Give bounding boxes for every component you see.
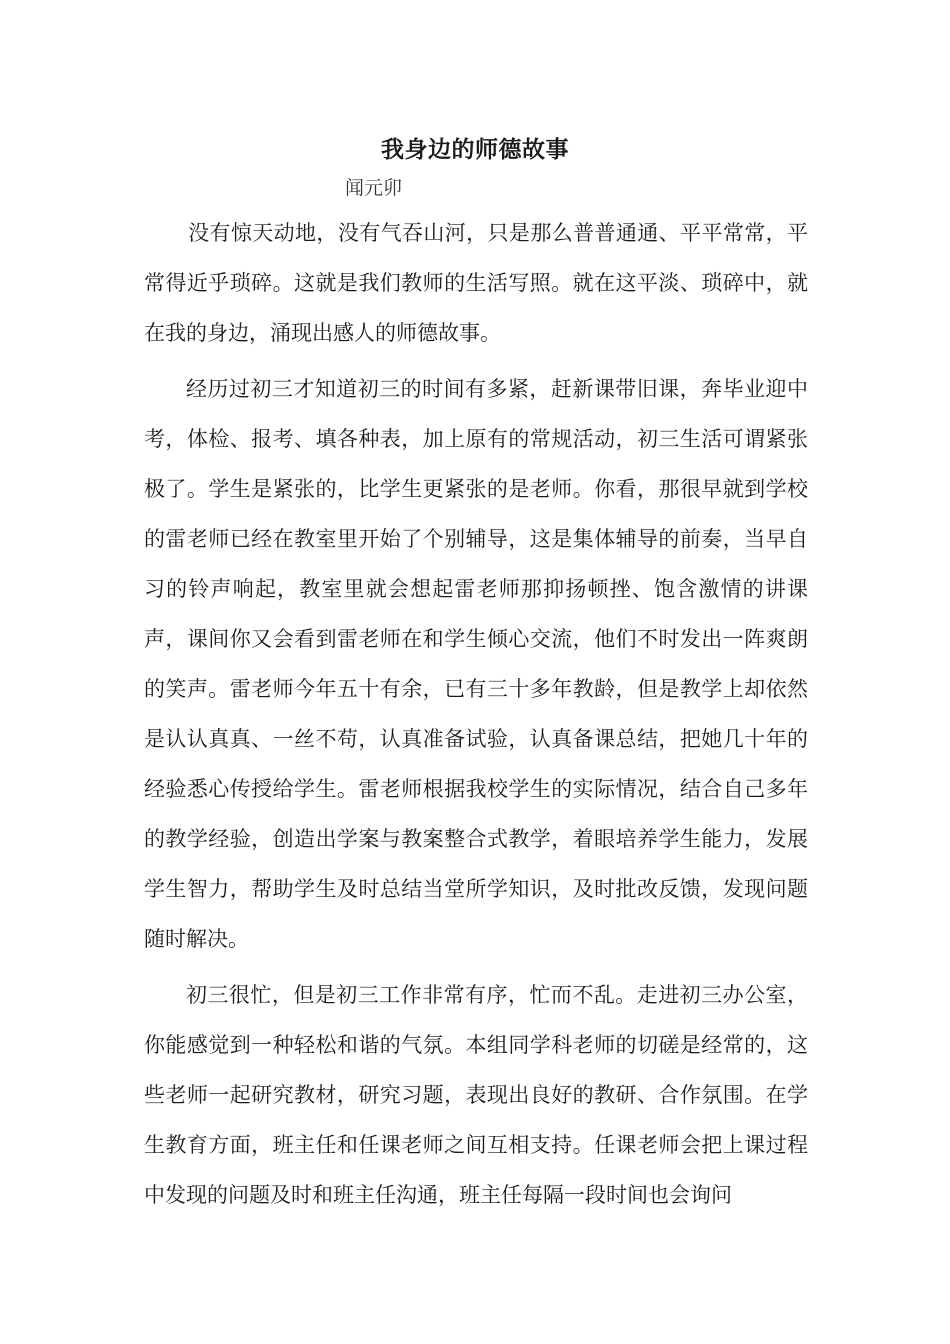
document-title: 我身边的师德故事	[381, 137, 569, 163]
paragraph-2: 经历过初三才知道初三的时间有多紧，赶新课带旧课，奔毕业迎中考，体检、报考、填各种表，加上原有的常规活动，初三生活可谓紧张极了。学生是紧张的，比学生更紧张的是老师。你看，那很早就到学校的雷老师已经在教室里开始了个别辅导，这是集体辅导的前奏，当早自习的铃声响起，教室里就会想起雷老师那抑扬顿挫、饱含激情的讲课声，课间你又会看到雷老师在和学生倾心交流，他们不时发出一阵爽朗的笑声。雷老师今年五十有余，已有三十多年教龄，但是教学上却依然是认认真真、一丝不苟，认真准备试验，认真备课总结，把她几十年的经验悉心传授给学生。雷老师根据我校学生的实际情况，结合自己多年的教学经验，创造出学案与教案整合式教学，着眼培养学生能力，发展学生智力，帮助学生及时总结当堂所学知识，及时批改反馈，发现问题随时解决。	[144, 377, 808, 951]
paragraph-1: 没有惊天动地，没有气吞山河，只是那么普普通通、平平常常，平常得近乎琐碎。这就是我们教师的生活写照。就在这平淡、琐碎中，就在我的身边，涌现出感人的师德故事。	[144, 221, 808, 345]
document-author: 闻元卯	[345, 177, 403, 199]
document-body	[144, 208, 808, 1226]
paragraph-3: 初三很忙，但是初三工作非常有序，忙而不乱。走进初三办公室，你能感觉到一种轻松和谐的气氛。本组同学科老师的切磋是经常的，这些老师一起研究教材，研究习题，表现出良好的教研、合作氛围。在学生教育方面，班主任和任课老师之间互相支持。任课老师会把上课过程中发现的问题及时和班主任沟通，班主任每隔一段时间也会询问	[144, 983, 808, 1207]
